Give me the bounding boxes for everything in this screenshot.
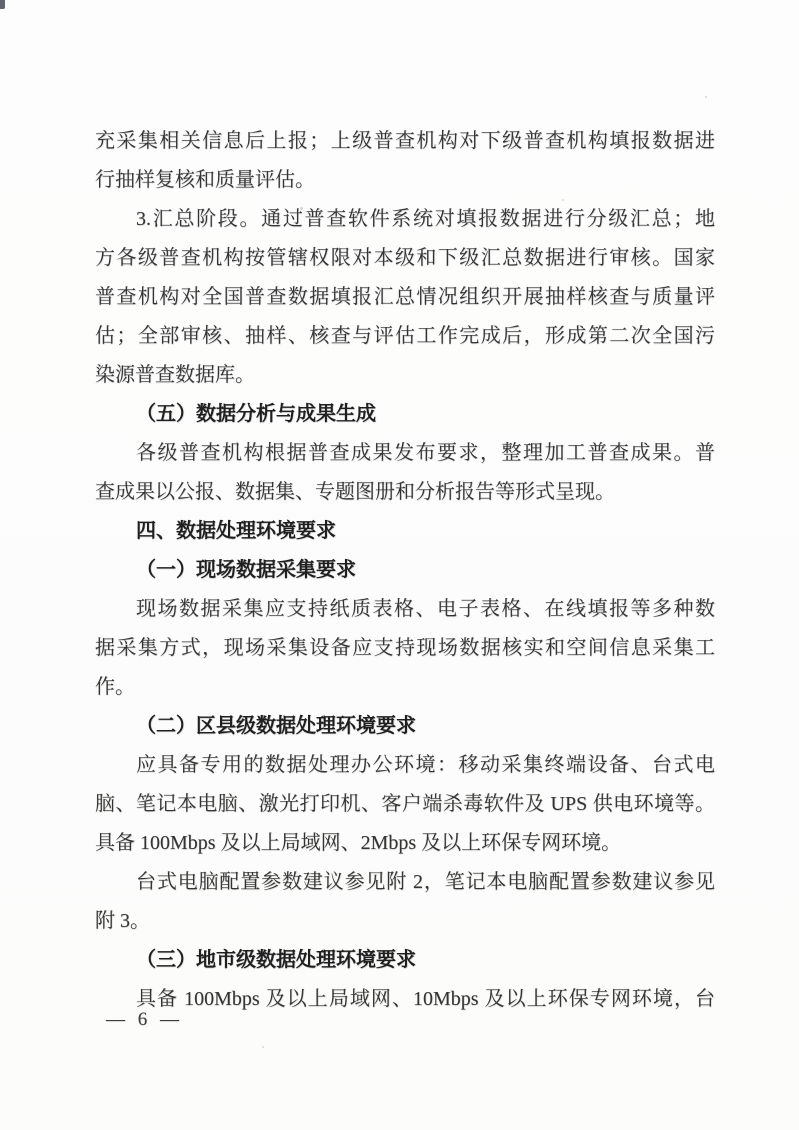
- section-heading: （三）地市级数据处理环境要求: [136, 949, 416, 971]
- section-heading: 四、数据处理环境要求: [136, 520, 336, 542]
- body-line: 附 3。: [95, 910, 150, 932]
- body-line: 作。: [95, 676, 135, 698]
- document-body: [95, 122, 715, 1019]
- page-number: — 6 —: [106, 1009, 183, 1030]
- body-line: 查成果以公报、数据集、专题图册和分析报告等形式呈现。: [95, 481, 615, 503]
- body-line: 3.汇总阶段。通过普查软件系统对填报数据进行分级汇总；地: [136, 208, 715, 230]
- body-line: 行抽样复核和质量评估。: [95, 169, 315, 191]
- body-line: 据采集方式，现场采集设备应支持现场数据核实和空间信息采集工: [95, 637, 715, 659]
- scan-speck: [705, 96, 707, 98]
- section-heading: （二）区县级数据处理环境要求: [136, 715, 416, 737]
- body-line: 脑、笔记本电脑、激光打印机、客户端杀毒软件及 UPS 供电环境等。: [95, 793, 715, 815]
- section-heading: （五）数据分析与成果生成: [136, 403, 376, 425]
- body-line: 具备 100Mbps 及以上局域网、10Mbps 及以上环保专网环境，台: [136, 988, 715, 1010]
- body-line: 应具备专用的数据处理办公环境：移动采集终端设备、台式电: [136, 754, 715, 776]
- body-line: 充采集相关信息后上报；上级普查机构对下级普查机构填报数据进: [95, 130, 715, 152]
- body-line: 具备 100Mbps 及以上局域网、2Mbps 及以上环保专网环境。: [95, 832, 622, 854]
- scan-artifact-corner: [0, 0, 5, 9]
- section-heading: （一）现场数据采集要求: [136, 559, 356, 581]
- body-line: 普查机构对全国普查数据填报汇总情况组织开展抽样核查与质量评: [95, 286, 715, 308]
- body-line: 台式电脑配置参数建议参见附 2，笔记本电脑配置参数建议参见: [136, 871, 715, 893]
- body-line: 方各级普查机构按管辖权限对本级和下级汇总数据进行审核。国家: [95, 247, 715, 269]
- body-line: 现场数据采集应支持纸质表格、电子表格、在线填报等多种数: [136, 598, 715, 620]
- scan-speck: [262, 1046, 264, 1048]
- body-line: 染源普查数据库。: [95, 364, 255, 386]
- body-line: 各级普查机构根据普查成果发布要求，整理加工普查成果。普: [136, 442, 715, 464]
- body-line: 估；全部审核、抽样、核查与评估工作完成后，形成第二次全国污: [95, 325, 715, 347]
